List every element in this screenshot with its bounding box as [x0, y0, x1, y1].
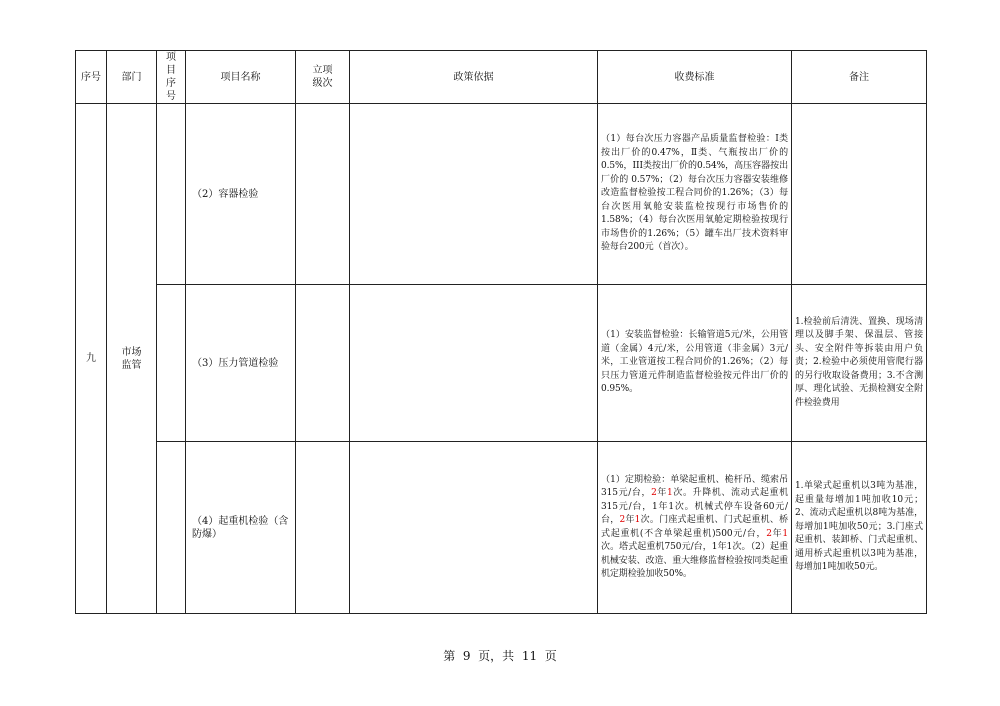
table-row: [76, 104, 927, 285]
header-policy: 政策依据: [350, 51, 598, 104]
item-note-cell: 1.单梁式起重机以3吨为基准，起重量每增加1吨加收10元；2、流动式起重机以8吨为基准，每增加1吨加收50元；3.门座式起重机、装卸桥、门式起重机、通用桥式起重机以3吨为基准，每增加1吨加收50元。: [792, 442, 927, 614]
header-dept: 部门: [107, 51, 157, 104]
header-row: [76, 51, 927, 104]
item-standard-cell: （1）定期检验：单梁起重机、桅杆吊、缆索吊315元/台，2年1次。升降机、流动式起重机315元/台，1年1次。机械式停车设备60元/台，2年1次。门座式起重机、门式起重机、桥式起重机(不含单梁起重机)500元/台，2年1次。塔式起重机750元/台，1年1次。（2）起重机械安装、改造、重大维修监督检验按同类起重机定期检验加收50%。: [598, 442, 792, 614]
item-policy-cell: [350, 285, 598, 442]
item-note-cell: [792, 104, 927, 285]
item-name-cell: （3）压力管道检验: [186, 285, 296, 442]
header-standard: 收费标准: [598, 51, 792, 104]
table-row: [76, 285, 927, 442]
item-seq-cell: [157, 442, 186, 614]
item-level-cell: [296, 104, 350, 285]
item-policy-cell: [350, 104, 598, 285]
footer-total-pages: 11: [521, 649, 538, 663]
item-seq-cell: [157, 285, 186, 442]
item-name-cell: （4）起重机检验（含防爆）: [186, 442, 296, 614]
footer-prefix: 第: [443, 649, 456, 663]
item-level-cell: [296, 442, 350, 614]
fee-table: [75, 50, 927, 614]
header-seq: 序号: [76, 51, 107, 104]
item-level-cell: [296, 285, 350, 442]
header-note: 备注: [792, 51, 927, 104]
item-name-cell: （2）容器检验: [186, 104, 296, 285]
header-item-seq: 项目序号: [157, 51, 186, 104]
item-standard-cell: （1）每台次压力容器产品质量监督检验：I类按出厂价的0.47%，Ⅱ类、气瓶按出厂价的 0.5%，III类按出厂价的0.54%，高压容器按出厂价的 0.57%；（2）每台次压力容器安装维修改造监督检验按工程合同价的1.26%；（3）每台次医用氧舱安装监检按现行市场售价的1.58%；（4）每台次医用氧舱定期检验按现行市场售价的1.26%；（5）罐车出厂技术资料审验每台200元（首次）。: [598, 104, 792, 285]
footer-mid: 页，共: [478, 649, 515, 663]
header-level: 立项级次: [296, 51, 350, 104]
table-row: [76, 442, 927, 614]
header-name: 项目名称: [186, 51, 296, 104]
footer-suffix: 页: [544, 649, 557, 663]
page-footer: [0, 647, 1000, 664]
group-seq-cell: 九: [76, 104, 107, 614]
group-dept-cell: 市场监管: [107, 104, 157, 614]
item-standard-cell: （1）安装监督检验：长输管道5元/米，公用管道（金属）4元/米，公用管道（非金属）3元/米，工业管道按工程合同价的1.26%；（2）每只压力管道元件制造监督检验按元件出厂价的0.95%。: [598, 285, 792, 442]
item-policy-cell: [350, 442, 598, 614]
item-seq-cell: [157, 104, 186, 285]
item-note-cell: 1.检验前后清洗、置换、现场清理以及脚手架、保温层、管接头、安全附件等拆装由用户负责；2.检验中必须使用管爬行器的另行收取设备费用；3.不含测厚、理化试验、无损检测安全附件检验费用: [792, 285, 927, 442]
footer-page-number: 9: [462, 649, 471, 663]
